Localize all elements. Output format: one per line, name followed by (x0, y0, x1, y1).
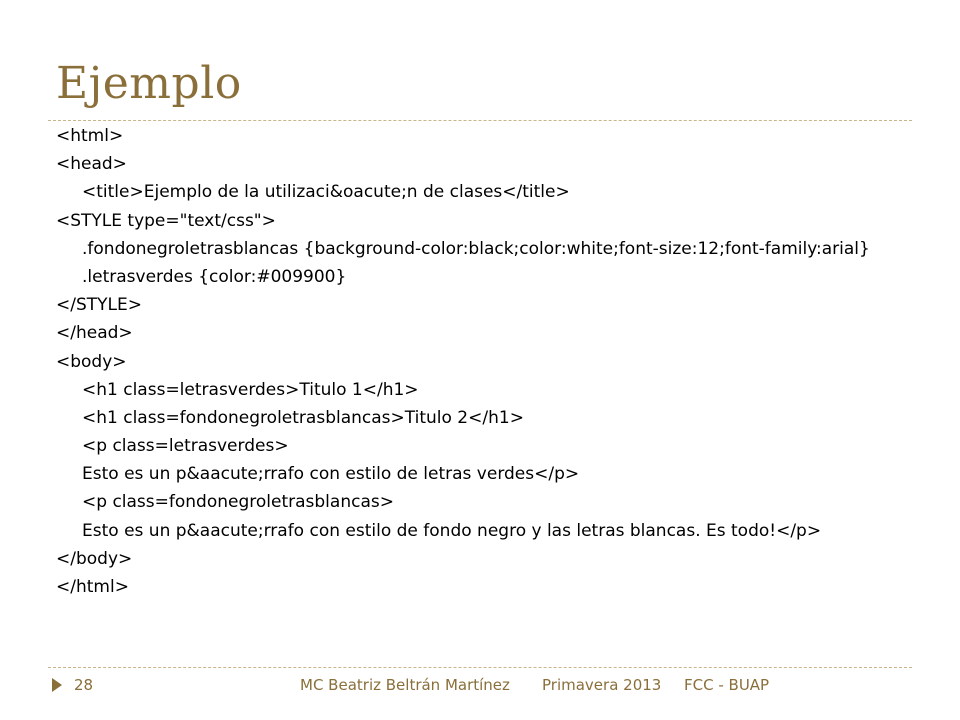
code-line: .letrasverdes {color:#009900} (82, 266, 347, 287)
footer-bullet-icon (52, 678, 62, 692)
code-line: <h1 class=letrasverdes>Titulo 1</h1> (82, 379, 419, 400)
code-line: <h1 class=fondonegroletrasblancas>Titulo 2</h1> (82, 407, 524, 428)
code-line: Esto es un p&aacute;rrafo con estilo de fondo negro y las letras blancas. Es todo!</p> (82, 520, 822, 541)
footer-divider (48, 667, 912, 668)
code-line: </html> (56, 577, 129, 597)
code-line: .fondonegroletrasblancas {background-color:black;color:white;font-size:12;font-family:arial} (82, 238, 870, 259)
code-line: <p class=letrasverdes> (82, 436, 289, 457)
code-line: Esto es un p&aacute;rrafo con estilo de letras verdes</p> (82, 464, 580, 485)
code-listing (56, 122, 870, 601)
code-line: </head> (56, 323, 133, 344)
footer-organization: FCC - BUAP (684, 676, 770, 694)
code-line: <title>Ejemplo de la utilizaci&oacute;n de clases</title> (82, 182, 570, 203)
title-divider (48, 120, 912, 121)
footer (0, 674, 960, 698)
code-line: <head> (56, 154, 127, 175)
code-line: </STYLE> (56, 295, 142, 316)
code-line: <STYLE type="text/css"> (56, 210, 276, 231)
code-line: </body> (56, 548, 133, 569)
page-number: 28 (74, 676, 94, 694)
code-line: <html> (56, 126, 124, 146)
code-line: <p class=fondonegroletrasblancas> (82, 492, 394, 513)
slide-title: Ejemplo (56, 58, 242, 109)
footer-term: Primavera 2013 (542, 676, 662, 694)
code-line: <body> (56, 351, 127, 372)
footer-author: MC Beatriz Beltrán Martínez (300, 676, 510, 694)
